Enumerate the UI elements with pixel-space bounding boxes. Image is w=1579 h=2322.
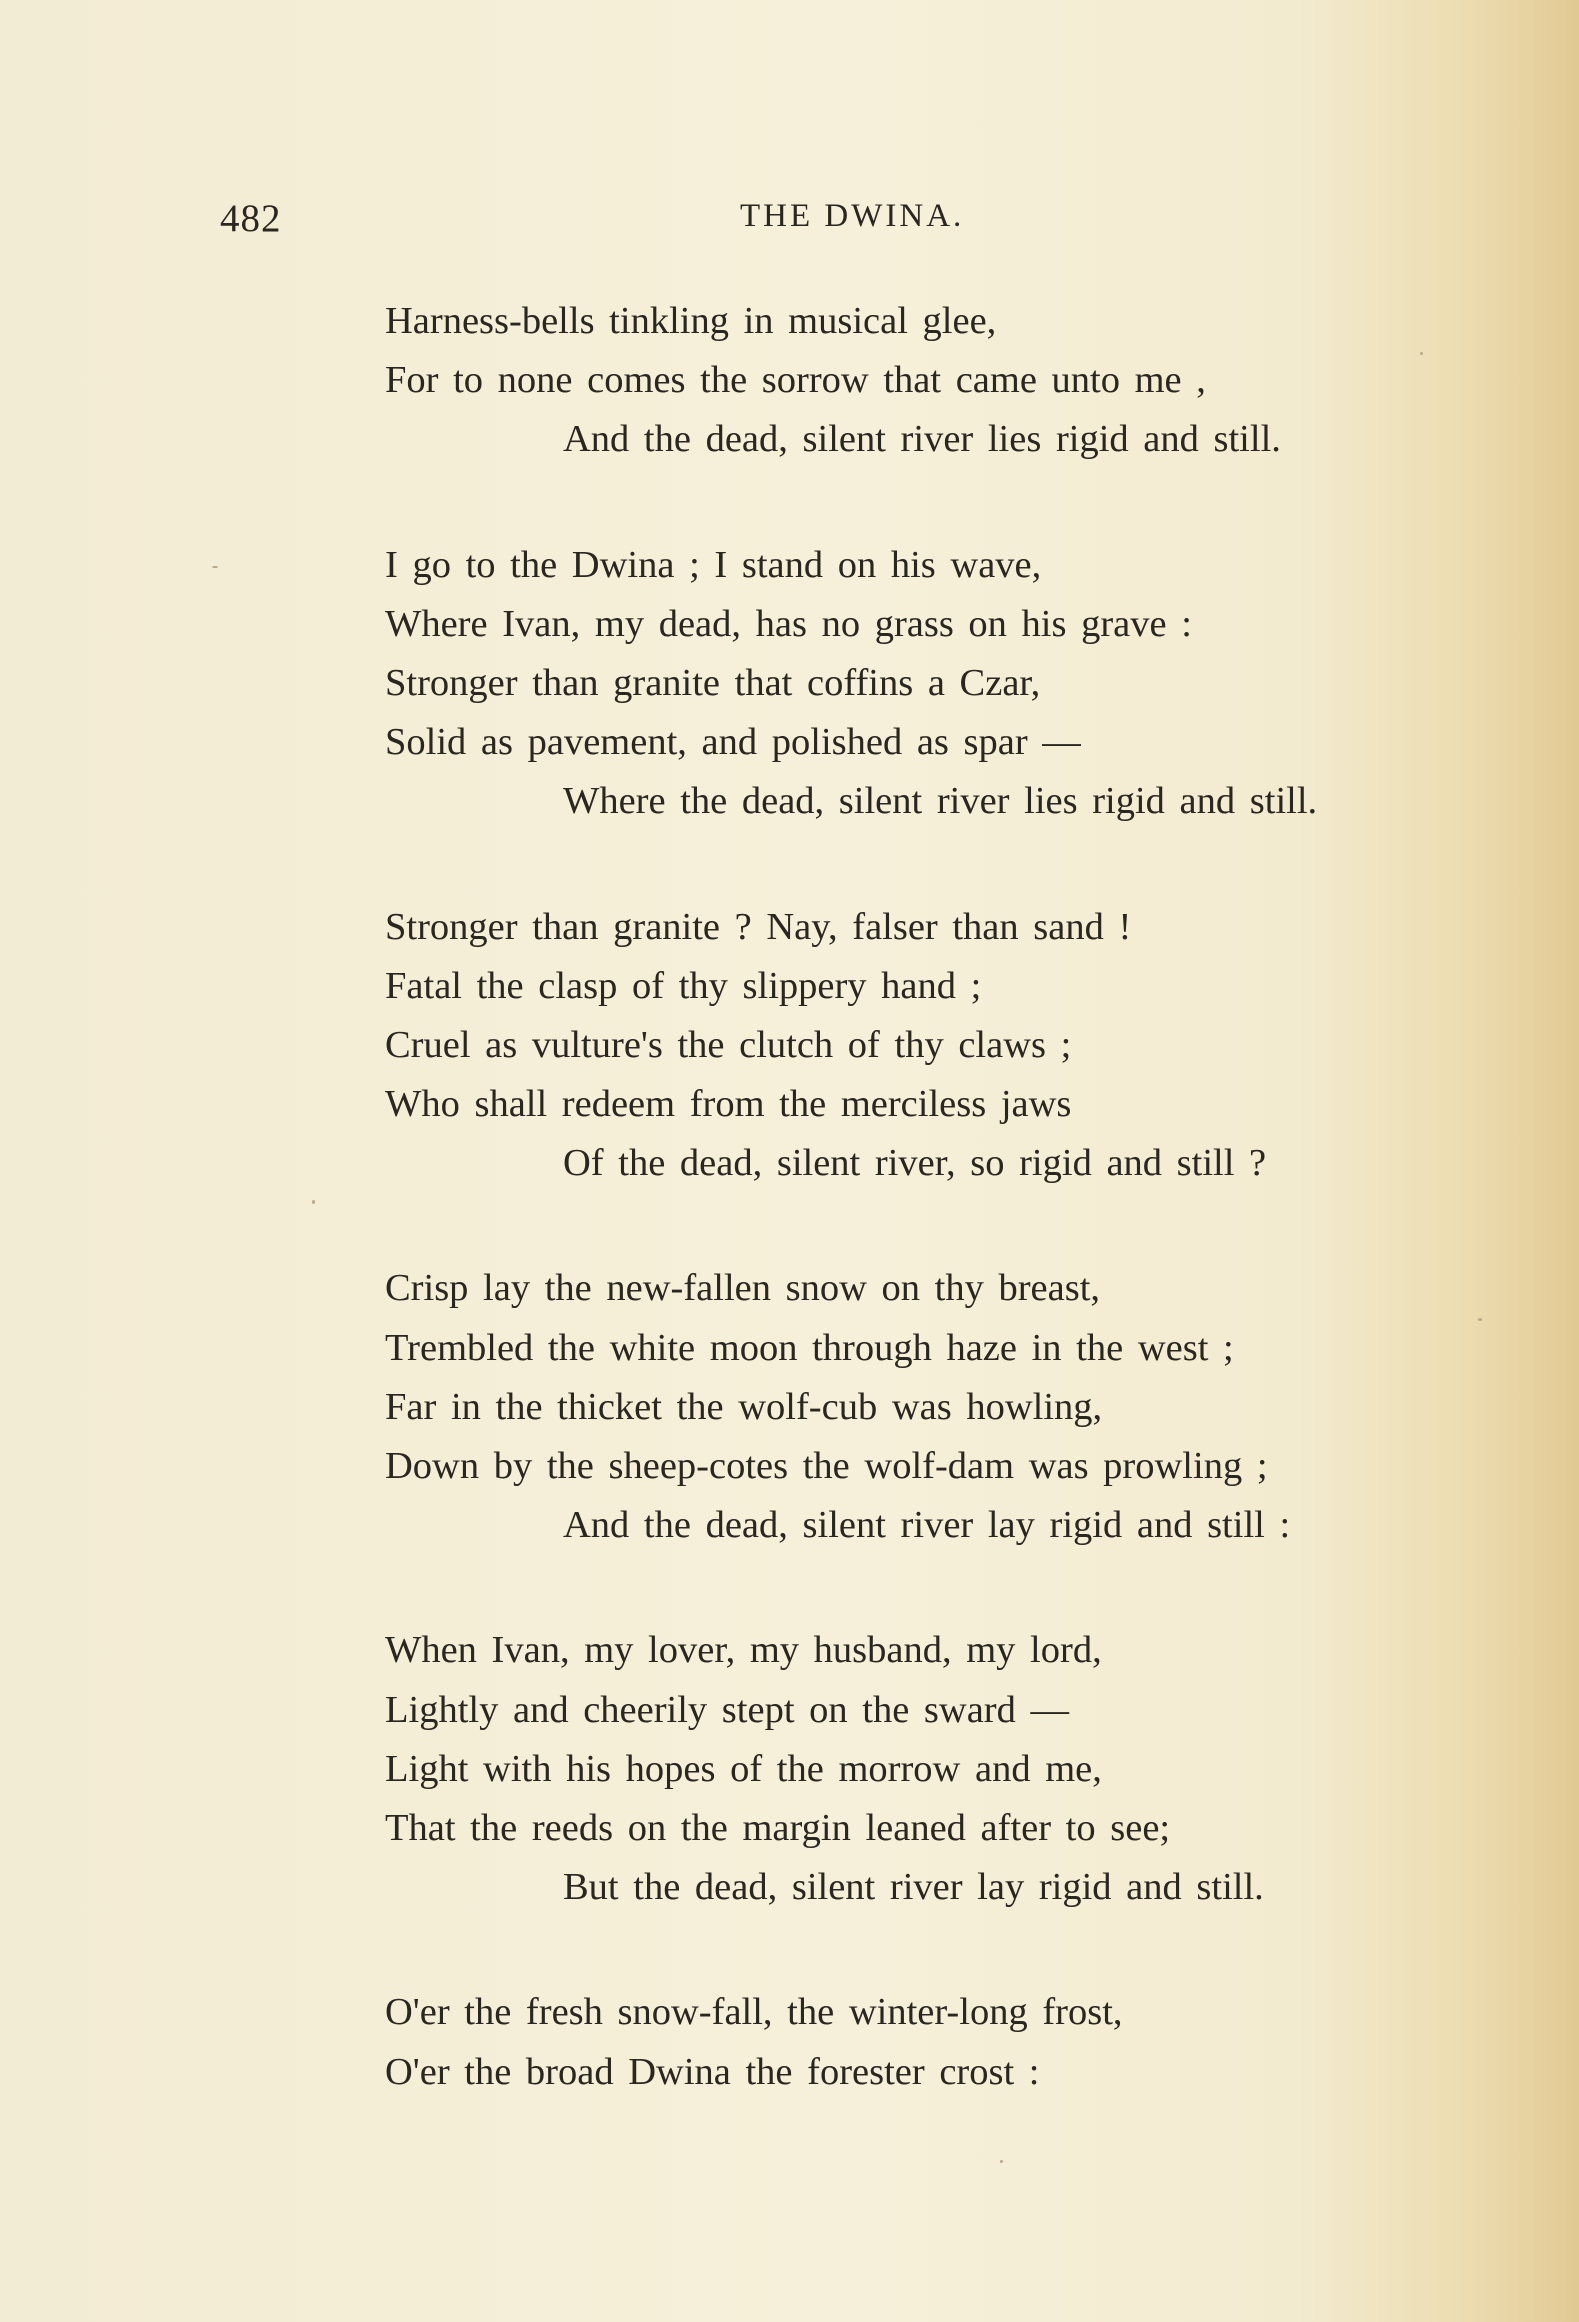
verse-line: For to none comes the sorrow that came unto me , — [385, 359, 1206, 402]
paper-speck — [1000, 2160, 1003, 2163]
verse-line: Fatal the clasp of thy slippery hand ; — [385, 964, 982, 1007]
stanza — [385, 898, 1505, 1194]
verse-line: Lightly and cheerily stept on the sward — — [385, 1688, 1069, 1731]
paper-speck — [312, 1200, 315, 1204]
verse-line: Who shall redeem from the merciless jaws — [385, 1083, 1072, 1126]
verse-line: That the reeds on the margin leaned after to see; — [385, 1806, 1171, 1849]
verse-line: Harness-bells tinkling in musical glee, — [385, 300, 997, 342]
paper-speck — [1420, 352, 1423, 355]
page-header — [0, 196, 1579, 246]
verse-line: Solid as pavement, and polished as spar — — [385, 721, 1081, 764]
verse-line: Stronger than granite ? Nay, falser than sand ! — [385, 905, 1132, 948]
poem-body — [385, 292, 1505, 2168]
stanza — [385, 1621, 1505, 1917]
stanza — [385, 1983, 1505, 2101]
refrain-line: But the dead, silent river lay rigid and still. — [563, 1866, 1264, 1909]
verse-line: Far in the thicket the wolf-cub was howling, — [385, 1385, 1103, 1428]
verse-line: Down by the sheep-cotes the wolf-dam was prowling ; — [385, 1445, 1268, 1487]
paper-speck — [212, 566, 218, 568]
verse-line: O'er the broad Dwina the forester crost : — [385, 2050, 1040, 2093]
verse-line: Trembled the white moon through haze in the west ; — [385, 1326, 1234, 1369]
verse-line: Cruel as vulture's the clutch of thy claws ; — [385, 1023, 1072, 1066]
running-title: THE DWINA. — [740, 198, 965, 234]
refrain-line: And the dead, silent river lies rigid and still. — [563, 418, 1281, 461]
verse-line: Light with his hopes of the morrow and me, — [385, 1747, 1102, 1790]
verse-line: I go to the Dwina ; I stand on his wave, — [385, 543, 1042, 586]
refrain-line: And the dead, silent river lay rigid and still : — [563, 1504, 1291, 1547]
verse-line: Crisp lay the new-fallen snow on thy breast, — [385, 1267, 1101, 1310]
paper-speck — [1478, 1318, 1482, 1321]
verse-line: O'er the fresh snow-fall, the winter-long frost, — [385, 1991, 1123, 2034]
stanza — [385, 536, 1505, 832]
refrain-line: Of the dead, silent river, so rigid and still ? — [563, 1142, 1267, 1185]
stanza — [385, 1259, 1505, 1555]
verse-line: Where Ivan, my dead, has no grass on his grave : — [385, 602, 1192, 645]
page-number: 482 — [220, 197, 282, 240]
stanza — [385, 292, 1505, 470]
refrain-line: Where the dead, silent river lies rigid and still. — [563, 780, 1318, 823]
verse-line: When Ivan, my lover, my husband, my lord, — [385, 1629, 1102, 1672]
verse-line: Stronger than granite that coffins a Czar, — [385, 661, 1041, 704]
